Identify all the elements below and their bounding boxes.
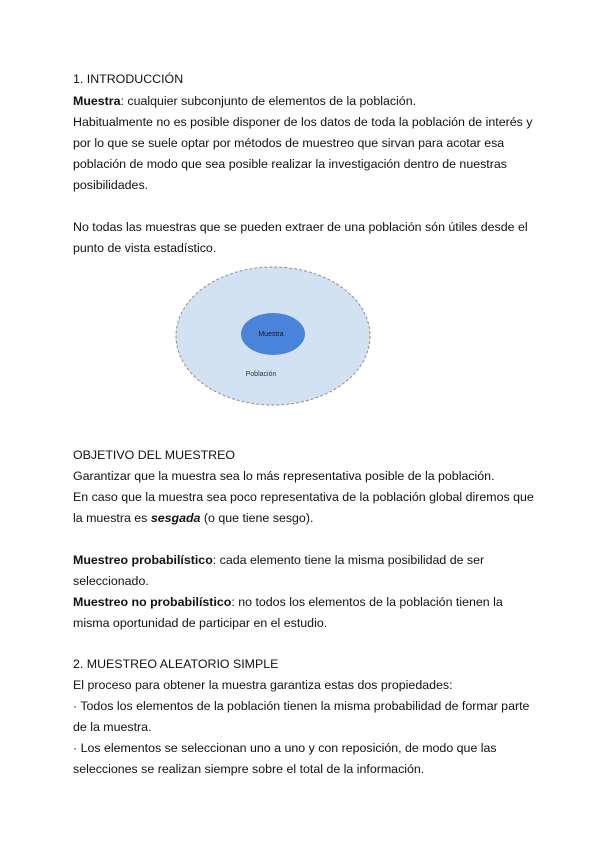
paragraph-line: No todas las muestras que se pueden extraer de una población són útiles desde el: [73, 220, 528, 234]
sesgada-prefix: la muestra es: [73, 511, 151, 525]
sample-label: Muestra: [258, 331, 284, 338]
paragraph-line-sesgada: [73, 510, 313, 526]
term-no-probabilistico: Muestreo no probabilístico: [73, 595, 232, 609]
paragraph-line: Garantizar que la muestra sea lo más representativa posible de la población.: [73, 469, 495, 483]
paragraph-line: de la muestra.: [73, 720, 152, 734]
paragraph-line: población de modo que sea posible realizar la investigación dentro de nuestras: [73, 157, 507, 171]
term-probabilistico: Muestreo probabilístico: [73, 553, 213, 567]
paragraph-line: misma oportunidad de participar en el estudio.: [73, 616, 328, 630]
sesgada-suffix: (o que tiene sesgo).: [200, 511, 314, 525]
term-sesgada: sesgada: [150, 511, 201, 525]
paragraph-line: El proceso para obtener la muestra garantiza estas dos propiedades:: [73, 678, 453, 692]
definition-probabilistico-text: : cada elemento tiene la misma posibilidad de ser: [212, 553, 485, 567]
paragraph-line: posibilidades.: [73, 178, 149, 192]
definition-probabilistico: [73, 552, 484, 568]
definition-no-probabilistico-text: : no todos los elementos de la población tienen la: [231, 595, 503, 609]
paragraph-line: Habitualmente no es posible disponer de los datos de toda la población de interés y: [73, 115, 533, 129]
bullet-line: · Los elementos se seleccionan uno a uno y con reposición, de modo que las: [73, 741, 497, 755]
term-muestra: Muestra: [73, 94, 121, 108]
section-heading-objetivo: OBJETIVO DEL MUESTREO: [73, 448, 236, 462]
population-label: Población: [245, 371, 277, 378]
paragraph-line: seleccionado.: [73, 574, 149, 588]
definition-no-probabilistico: [73, 594, 503, 610]
paragraph-line: punto de vista estadístico.: [73, 241, 217, 255]
definition-muestra-text: : cualquier subconjunto de elementos de la población.: [120, 94, 417, 108]
paragraph-line: En caso que la muestra sea poco representativa de la población global diremos que: [73, 490, 534, 504]
section-heading-introduccion: 1. INTRODUCCIÓN: [73, 72, 184, 86]
paragraph-line: por lo que se suele optar por métodos de muestreo que sirvan para acotar esa: [73, 136, 505, 150]
bullet-line: · Todos los elementos de la población tienen la misma probabilidad de formar parte: [73, 699, 530, 713]
paragraph-line: selecciones se realizan siempre sobre el total de la información.: [73, 762, 425, 776]
section-heading-muestreo-aleatorio: 2. MUESTREO ALEATORIO SIMPLE: [73, 657, 279, 671]
